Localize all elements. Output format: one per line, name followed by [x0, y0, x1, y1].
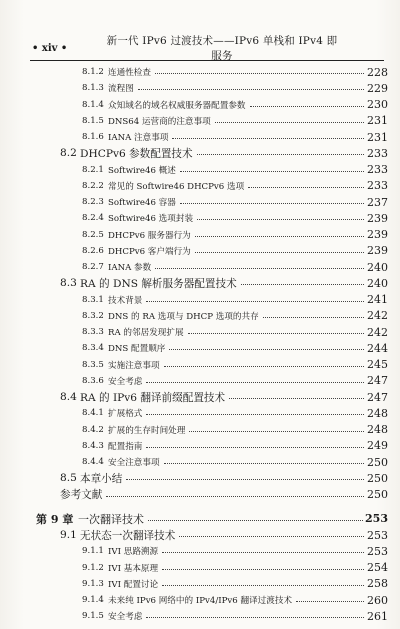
- dot-leader: [195, 236, 364, 237]
- toc-entry-number: 8.5: [60, 472, 77, 485]
- toc-entry-number: 8.3.3: [82, 327, 104, 337]
- dot-leader: [180, 171, 364, 172]
- toc-entry-page: 260: [367, 593, 388, 607]
- toc-entry-page: 247: [367, 374, 388, 388]
- toc-entry-title: RA 的邻居发现扩展: [108, 328, 184, 338]
- toc-entry-number: 8.4.2: [82, 424, 104, 435]
- toc-entry: [0, 470, 400, 486]
- dot-leader: [155, 268, 364, 269]
- dot-leader: [162, 569, 364, 570]
- toc-entry-page: 239: [367, 244, 388, 258]
- toc-entry-page: 249: [367, 439, 388, 453]
- dot-leader: [146, 447, 364, 448]
- toc-entry-title: RA 的 IPv6 翻译前缀配置技术: [80, 391, 226, 404]
- toc-entry: [0, 389, 400, 405]
- dot-leader: [250, 106, 364, 107]
- toc-entry-title: DNS 的 RA 选项与 DHCP 选项的共存: [108, 311, 259, 322]
- dot-leader: [162, 552, 364, 553]
- toc-entry: [0, 357, 400, 373]
- toc-entry-page: 254: [367, 561, 388, 574]
- toc-entry-page: 250: [367, 488, 388, 501]
- dot-leader: [146, 301, 364, 302]
- dot-leader: [263, 317, 364, 318]
- toc-entry: [0, 97, 400, 113]
- toc-entry-title: Softwire46 选项封装: [108, 214, 194, 225]
- toc-entry-title: 连通性检查: [108, 68, 151, 78]
- toc-entry: [0, 324, 400, 340]
- toc-chapter-entry: [0, 511, 400, 527]
- running-title: 新一代 IPv6 过渡技术——IPv6 单栈和 IPv4 即服务: [106, 35, 338, 62]
- toc-entry-title: DNS 配置顺序: [108, 344, 166, 355]
- toc-entry-page: 250: [367, 455, 388, 469]
- toc-entry-number: 8.3.5: [82, 359, 104, 370]
- dot-leader: [195, 252, 364, 253]
- dot-leader: [180, 203, 364, 204]
- toc-entry: [0, 178, 400, 194]
- toc-entry-page: 261: [367, 609, 388, 623]
- toc-entry-page: 245: [367, 358, 388, 371]
- dot-leader: [169, 349, 364, 350]
- toc-entry-title: Softwire46 概述: [108, 165, 176, 176]
- toc-entry-page: 231: [367, 114, 388, 128]
- toc-entry-title: 安全考虑: [108, 376, 143, 387]
- toc-entry-number: 8.3.6: [82, 375, 104, 386]
- dot-leader: [248, 187, 364, 188]
- page-number: • xiv •: [32, 42, 68, 54]
- toc-entry-number: 8.3: [60, 277, 77, 290]
- toc-entry-title: 常见的 Softwire46 DHCPv6 选项: [108, 181, 245, 192]
- toc-entry-number: 8.2.1: [82, 164, 104, 175]
- toc-entry-title: DHCPv6 参数配置技术: [80, 147, 193, 160]
- toc-entry: [0, 608, 400, 624]
- toc-entry-title: RA 的 DNS 解析服务器配置技术: [80, 277, 237, 290]
- toc-entry-title: IVI 配置讨论: [108, 579, 159, 590]
- dot-leader: [179, 536, 364, 537]
- toc-entry-title: 参考文献: [60, 489, 103, 501]
- toc-entry-title: DHCPv6 服务器行为: [108, 230, 191, 241]
- dot-leader: [197, 154, 364, 155]
- toc-entry-title: IANA 参数: [108, 263, 152, 273]
- toc-entry-title: IVI 思路溯源: [108, 547, 159, 558]
- toc-entry-title: 本章小结: [80, 472, 123, 485]
- toc-entry-page: 247: [367, 390, 388, 404]
- toc-entry: [0, 543, 400, 559]
- dot-leader: [155, 73, 364, 74]
- toc-entry: [0, 129, 400, 145]
- toc-entry-page: 242: [367, 309, 388, 323]
- toc-entry-number: 8.4.1: [82, 408, 104, 419]
- toc-entry: [0, 308, 400, 324]
- toc-entry-title: 扩展格式: [108, 409, 143, 420]
- toc-entry-number: 8.2.3: [82, 197, 104, 207]
- toc-entry-number: 8.1.2: [82, 67, 104, 77]
- toc-entry-page: 229: [367, 81, 388, 95]
- toc-entry-number: 9.1.2: [82, 562, 104, 573]
- toc-entry: [0, 560, 400, 576]
- toc-entry-number: 8.2.2: [82, 180, 104, 191]
- toc-entry: [0, 145, 400, 161]
- dot-leader: [148, 520, 363, 521]
- dot-leader: [138, 89, 364, 90]
- dot-leader: [296, 601, 364, 602]
- toc-entry-page: 233: [367, 179, 388, 193]
- toc-entry-number: 8.2.7: [82, 262, 104, 272]
- toc-entry-title: IVI 基本原理: [108, 563, 159, 574]
- dot-leader: [126, 479, 364, 480]
- toc-entry: [0, 64, 400, 80]
- toc-entry: [0, 592, 400, 608]
- header-rule: [30, 60, 384, 61]
- toc-entry-title: 技术背景: [108, 295, 143, 306]
- toc-entry: [0, 210, 400, 226]
- toc-entry-number: 8.1.3: [82, 83, 104, 94]
- toc-entry: [0, 243, 400, 259]
- toc-entry: [0, 422, 400, 438]
- toc-entry-number: 9.1.1: [82, 546, 104, 557]
- toc-entry-title: 实施注意事项: [108, 360, 160, 371]
- toc-entry-number: 9.1.5: [82, 611, 104, 622]
- toc-entry-title: 安全注意事项: [108, 458, 160, 468]
- dot-leader: [188, 333, 364, 334]
- toc-entry-number: 9.1: [60, 529, 77, 541]
- toc-entry: [0, 487, 400, 503]
- dot-leader: [197, 219, 364, 220]
- toc-entry-number: 8.4.4: [82, 457, 104, 467]
- toc-entry-page: 244: [367, 341, 388, 355]
- toc-entry: [0, 438, 400, 454]
- toc-entry-page: 237: [367, 195, 388, 209]
- toc-entry-title: DHCPv6 客户端行为: [108, 246, 191, 257]
- toc-entry-title: Softwire46 容器: [108, 198, 176, 208]
- toc-entry-number: 8.4: [60, 391, 77, 403]
- toc-entry-page: 248: [367, 423, 388, 436]
- toc-entry-page: 248: [367, 406, 388, 420]
- dot-leader: [164, 463, 364, 464]
- toc-entry: [0, 373, 400, 389]
- toc-entry-page: 231: [367, 130, 388, 144]
- dot-leader: [146, 617, 364, 618]
- dot-leader: [241, 284, 364, 285]
- toc-entry: [0, 340, 400, 356]
- toc-entry: [0, 405, 400, 421]
- dot-leader: [106, 496, 364, 497]
- toc-entry: [0, 275, 400, 291]
- toc-entry-number: 8.3.4: [82, 343, 104, 354]
- toc-entry-number: 8.2.6: [82, 245, 104, 256]
- toc-entry-number: 8.3.1: [82, 294, 104, 305]
- dot-leader: [229, 398, 364, 399]
- toc-entry-title: IANA 注意事项: [108, 133, 169, 143]
- toc-entry: [0, 292, 400, 308]
- toc-entry: [0, 80, 400, 96]
- toc-entry-number: 9.1.4: [82, 595, 104, 605]
- toc-entry-page: 242: [367, 325, 388, 339]
- toc-entry-number: 8.4.3: [82, 440, 104, 451]
- toc-entry-number: 8.1.6: [82, 132, 104, 142]
- toc-entry-page: 253: [367, 528, 388, 542]
- toc-entry-title: DNS64 运营商的注意事项: [108, 116, 211, 127]
- toc-entry-title: 无状态一次翻译技术: [80, 529, 176, 542]
- toc-entry-title: 未来纯 IPv6 网络中的 IPv4/IPv6 翻译过渡技术: [108, 596, 293, 606]
- dot-leader: [146, 414, 364, 415]
- toc-entry-number: 第 9 章: [36, 512, 74, 526]
- toc-entry-page: 240: [367, 276, 388, 290]
- toc-entry-page: 233: [367, 146, 388, 160]
- toc-entry: [0, 162, 400, 178]
- toc-entry-page: 230: [367, 98, 388, 111]
- toc-entry-page: 240: [367, 260, 388, 274]
- toc-entry-number: 8.1.4: [82, 99, 104, 110]
- toc-entry: [0, 259, 400, 275]
- toc-entry-title: 扩展的生存时间处理: [108, 425, 186, 436]
- toc-entry-number: 8.1.5: [82, 115, 104, 126]
- toc-entry-number: 8.2.5: [82, 229, 104, 240]
- toc-entry: [0, 113, 400, 129]
- dot-leader: [189, 431, 364, 432]
- toc-entry: [0, 227, 400, 243]
- dot-leader: [172, 138, 364, 139]
- dot-leader: [215, 122, 364, 123]
- toc-entry-page: 258: [367, 577, 388, 591]
- toc-entry: [0, 454, 400, 470]
- toc-entry-page: 250: [367, 471, 388, 485]
- toc-entry-page: 241: [367, 293, 388, 306]
- dot-leader: [164, 366, 364, 367]
- toc-entry-page: 239: [367, 211, 388, 225]
- toc-entry-page: 253: [365, 512, 388, 526]
- toc-entry-number: 9.1.3: [82, 578, 104, 589]
- dot-leader: [162, 585, 364, 586]
- toc-entry-number: 8.2: [60, 147, 77, 160]
- toc-entry: [0, 194, 400, 210]
- toc-entry-page: 253: [367, 544, 388, 558]
- dot-leader: [146, 382, 364, 383]
- toc-entry-number: 8.2.4: [82, 213, 104, 224]
- toc-entry-number: 8.3.2: [82, 310, 104, 321]
- toc-entry-title: 流程图: [108, 84, 134, 95]
- toc-entry-page: 233: [367, 163, 388, 176]
- toc-entry-page: 239: [367, 228, 388, 241]
- toc-entry: [0, 576, 400, 592]
- page-header: [32, 35, 382, 62]
- toc-entry-title: 一次翻译技术: [78, 512, 144, 526]
- toc-entry: [0, 527, 400, 543]
- toc-entry-page: 228: [367, 65, 388, 79]
- toc-entry-title: 众知域名的域名权威服务器配置参数: [108, 100, 246, 111]
- toc-entry-title: 安全考虑: [108, 612, 143, 623]
- toc-entry-title: 配置指南: [108, 441, 143, 452]
